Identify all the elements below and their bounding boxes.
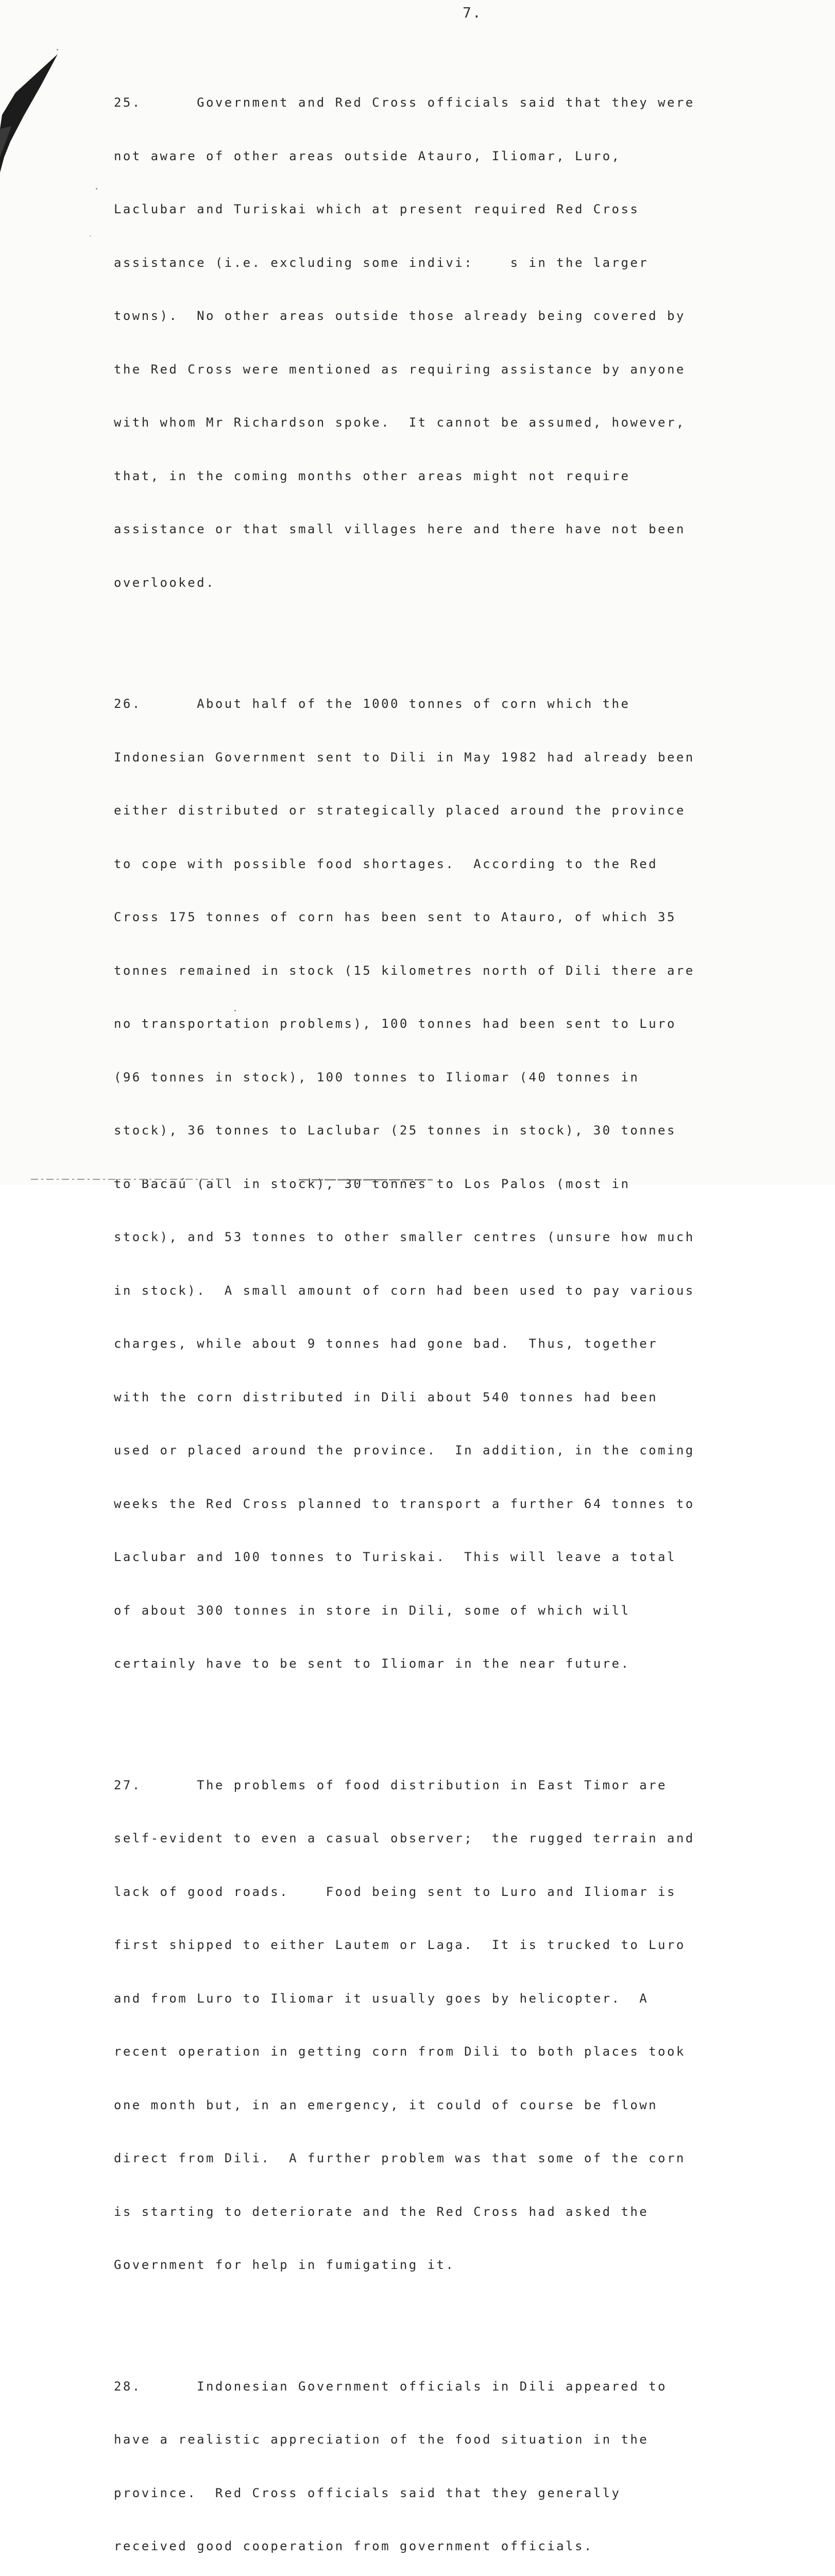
text-line: (96 tonnes in stock), 100 tonnes to Iliomar (40 tonnes in — [114, 1069, 799, 1087]
text-line: have a realistic appreciation of the food situation in the — [114, 2431, 799, 2449]
text-line: weeks the Red Cross planned to transport a further 64 tonnes to — [114, 1495, 799, 1513]
text-line: no transportation problems), 100 tonnes had been sent to Luro — [114, 1015, 799, 1033]
text-line: to Bacaú (all in stock), 30 tonnes to Los Palos (most in — [114, 1175, 799, 1193]
text-line: 25. Government and Red Cross officials said that they were — [114, 94, 799, 112]
text-line: that, in the coming months other areas might not require — [114, 467, 799, 485]
scan-speck — [96, 188, 97, 190]
text-line: the Red Cross were mentioned as requiring assistance by anyone — [114, 361, 799, 379]
paragraph-25 — [114, 58, 799, 627]
page-number: 7. — [463, 4, 482, 21]
text-line: Laclubar and 100 tonnes to Turiskai. This will leave a total — [114, 1548, 799, 1566]
text-line: 28. Indonesian Government officials in Dili appeared to — [114, 2378, 799, 2396]
text-line: first shipped to either Lautem or Laga. It is trucked to Luro — [114, 1936, 799, 1954]
text-line: assistance (i.e. excluding some indivi: s in the larger — [114, 254, 799, 272]
text-line: one month but, in an emergency, it could of course be flown — [114, 2096, 799, 2114]
paragraph-27 — [114, 1741, 799, 2310]
text-line: assistance or that small villages here and there have not been — [114, 520, 799, 538]
text-line: of about 300 tonnes in store in Dili, some of which will — [114, 1602, 799, 1620]
text-line: 26. About half of the 1000 tonnes of corn which the — [114, 695, 799, 713]
text-line: Laclubar and Turiskai which at present required Red Cross — [114, 200, 799, 218]
text-line: to cope with possible food shortages. According to the Red — [114, 855, 799, 873]
document-body — [114, 58, 799, 2576]
text-line: stock), 36 tonnes to Laclubar (25 tonnes in stock), 30 tonnes — [114, 1122, 799, 1140]
text-line: Indonesian Government sent to Dili in May 1982 had already been — [114, 749, 799, 767]
text-line: direct from Dili. A further problem was that some of the corn — [114, 2149, 799, 2167]
text-line: with whom Mr Richardson spoke. It cannot be assumed, however, — [114, 414, 799, 432]
text-line: 27. The problems of food distribution in East Timor are — [114, 1776, 799, 1794]
text-line: overlooked. — [114, 574, 799, 592]
text-line: used or placed around the province. In addition, in the coming — [114, 1442, 799, 1460]
text-line: stock), and 53 tonnes to other smaller centres (unsure how much — [114, 1228, 799, 1246]
text-line: towns). No other areas outside those already being covered by — [114, 307, 799, 325]
text-line: charges, while about 9 tonnes had gone bad. Thus, together — [114, 1335, 799, 1353]
text-line: Cross 175 tonnes of corn has been sent to Atauro, of which 35 — [114, 908, 799, 926]
text-line: either distributed or strategically placed around the province — [114, 802, 799, 820]
scan-bottom-edge — [0, 1164, 835, 1185]
text-line: recent operation in getting corn from Dili to both places took — [114, 2043, 799, 2061]
text-line: with the corn distributed in Dili about 540 tonnes had been — [114, 1388, 799, 1406]
document-page — [0, 0, 835, 1185]
text-line: is starting to deteriorate and the Red Cross had asked the — [114, 2203, 799, 2221]
text-line: and from Luro to Iliomar it usually goes by helicopter. A — [114, 1990, 799, 2008]
scan-speck — [57, 49, 58, 50]
scan-artifact-mark — [0, 54, 57, 173]
text-line: lack of good roads. Food being sent to Luro and Iliomar is — [114, 1883, 799, 1901]
text-line: Government for help in fumigating it. — [114, 2256, 799, 2274]
paragraph-28 — [114, 2342, 799, 2576]
text-line: received good cooperation from government officials. — [114, 2537, 799, 2555]
text-line: tonnes remained in stock (15 kilometres north of Dili there are — [114, 962, 799, 980]
text-line: in stock). A small amount of corn had been used to pay various — [114, 1282, 799, 1300]
text-line: certainly have to be sent to Iliomar in the near future. — [114, 1655, 799, 1673]
text-line: province. Red Cross officials said that they generally — [114, 2484, 799, 2502]
scan-speck — [90, 235, 91, 236]
text-line: self-evident to even a casual observer; the rugged terrain and — [114, 1829, 799, 1848]
text-line: not aware of other areas outside Atauro, Iliomar, Luro, — [114, 147, 799, 165]
